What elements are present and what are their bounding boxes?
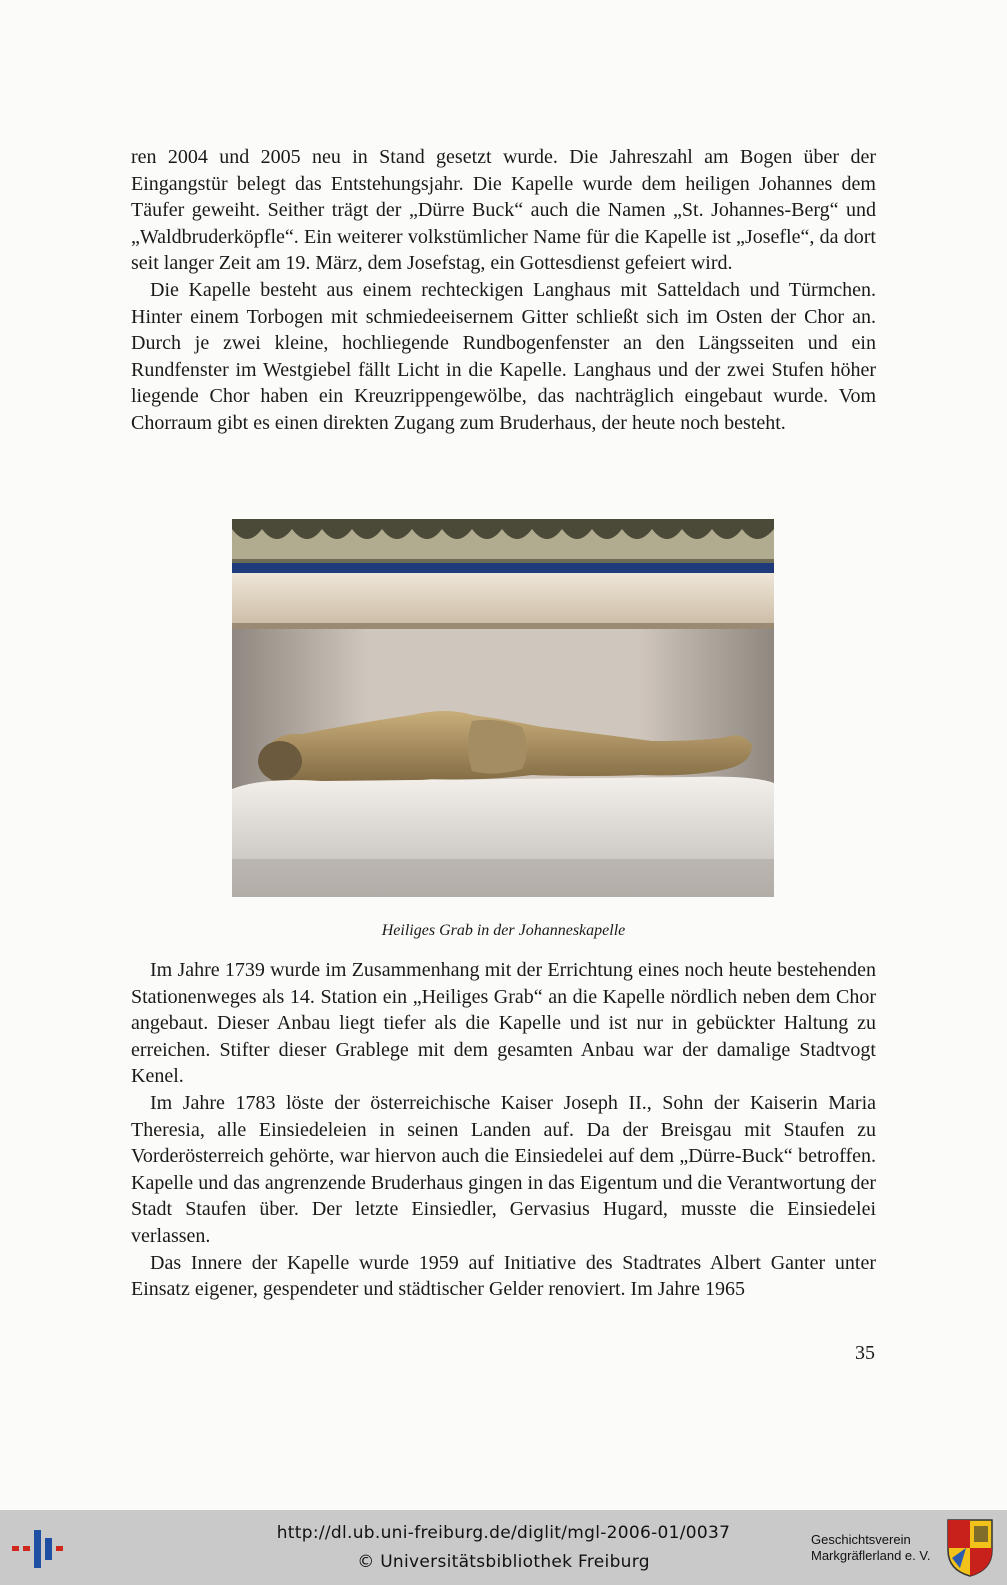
figure-caption: Heiliges Grab in der Johanneskapelle xyxy=(381,922,626,939)
footer-bar xyxy=(0,1510,1007,1585)
source-url-link[interactable]: http://dl.ub.uni-freiburg.de/diglit/mgl-2006-01/0037 xyxy=(276,1523,731,1543)
paragraph: Das Innere der Kapelle wurde 1959 auf Initiative des Stadtrates Albert Ganter unter Einsatz eigener, gespendeter und städtischer Gelder renoviert. Im Jahre 1965 xyxy=(131,1251,876,1301)
body-text-bottom xyxy=(131,957,876,1303)
paragraph: Im Jahre 1783 löste der österreichische Kaiser Joseph II., Sohn der Kaiserin Maria Theresia, alle Einsiedeleien in seinen Landen auf. Da der Breisgau mit Staufen zu Vorderösterreich gehörte, war hiervon auch die Einsiedelei auf dem „Dürre-Buck“ betroffen. Kapelle und das angrenzende Bruderhaus gingen in das Eigentum und die Verantwortung der Stadt Staufen über. Der letzte Einsiedler, Gervasius Hugard, musste die Einsiedelei verlassen. xyxy=(131,1091,876,1247)
society-name-line2: Markgräflerland e. V. xyxy=(811,1548,931,1563)
body-text-top xyxy=(131,144,876,437)
society-name xyxy=(811,1532,930,1564)
coat-of-arms-icon xyxy=(946,1518,994,1578)
paragraph: ren 2004 und 2005 neu in Stand gesetzt wurde. Die Jahreszahl am Bogen über der Eingangstür belegt das Entstehungsjahr. Die Kapelle wurde dem heiligen Johannes dem Täufer geweiht. Seither trägt der „Dürre Buck“ auch die Namen „St. Johannes-Berg“ und „Waldbruderköpfle“. Ein weiterer volkstümlicher Name für die Kapelle ist „Josefle“, da dort seit langer Zeit am 19. März, dem Josefstag, ein Gottesdienst gefeiert wird. xyxy=(131,146,876,275)
paragraph: Im Jahre 1739 wurde im Zusammenhang mit der Errichtung eines noch heute bestehenden Stationenweges als 14. Station ein „Heiliges Grab“ an die Kapelle nördlich neben dem Chor angebaut. Dieser Anbau liegt tiefer als die Kapelle und ist nur in gebückter Haltung zu erreichen. Stifter dieser Grablege mit dem gesamten Anbau war der damalige Stadtvogt Kenel. xyxy=(131,959,876,1088)
society-name-line1: Geschichtsverein xyxy=(811,1532,911,1547)
paragraph: Die Kapelle besteht aus einem rechteckigen Langhaus mit Satteldach und Türmchen. Hinter einem Torbogen mit schmiedeeisernem Gitter schließt sich im Osten der Chor an. Durch je zwei kleine, hochliegende Rundbogenfenster an den Längsseiten und ein Rundfenster im Westgiebel fällt Licht in die Kapelle. Langhaus und der zwei Stufen höher liegende Chor haben ein Kreuzrippengewölbe, das nachträglich eingebaut wurde. Vom Chorraum gibt es einen direkten Zugang zum Bruderhaus, der heute noch besteht. xyxy=(131,278,876,434)
photo-illustration xyxy=(232,519,774,897)
copyright-notice: © Universitätsbibliothek Freiburg xyxy=(357,1552,650,1572)
page-number: 35 xyxy=(855,1342,875,1364)
figure-photo-holy-sepulchre xyxy=(232,519,774,897)
